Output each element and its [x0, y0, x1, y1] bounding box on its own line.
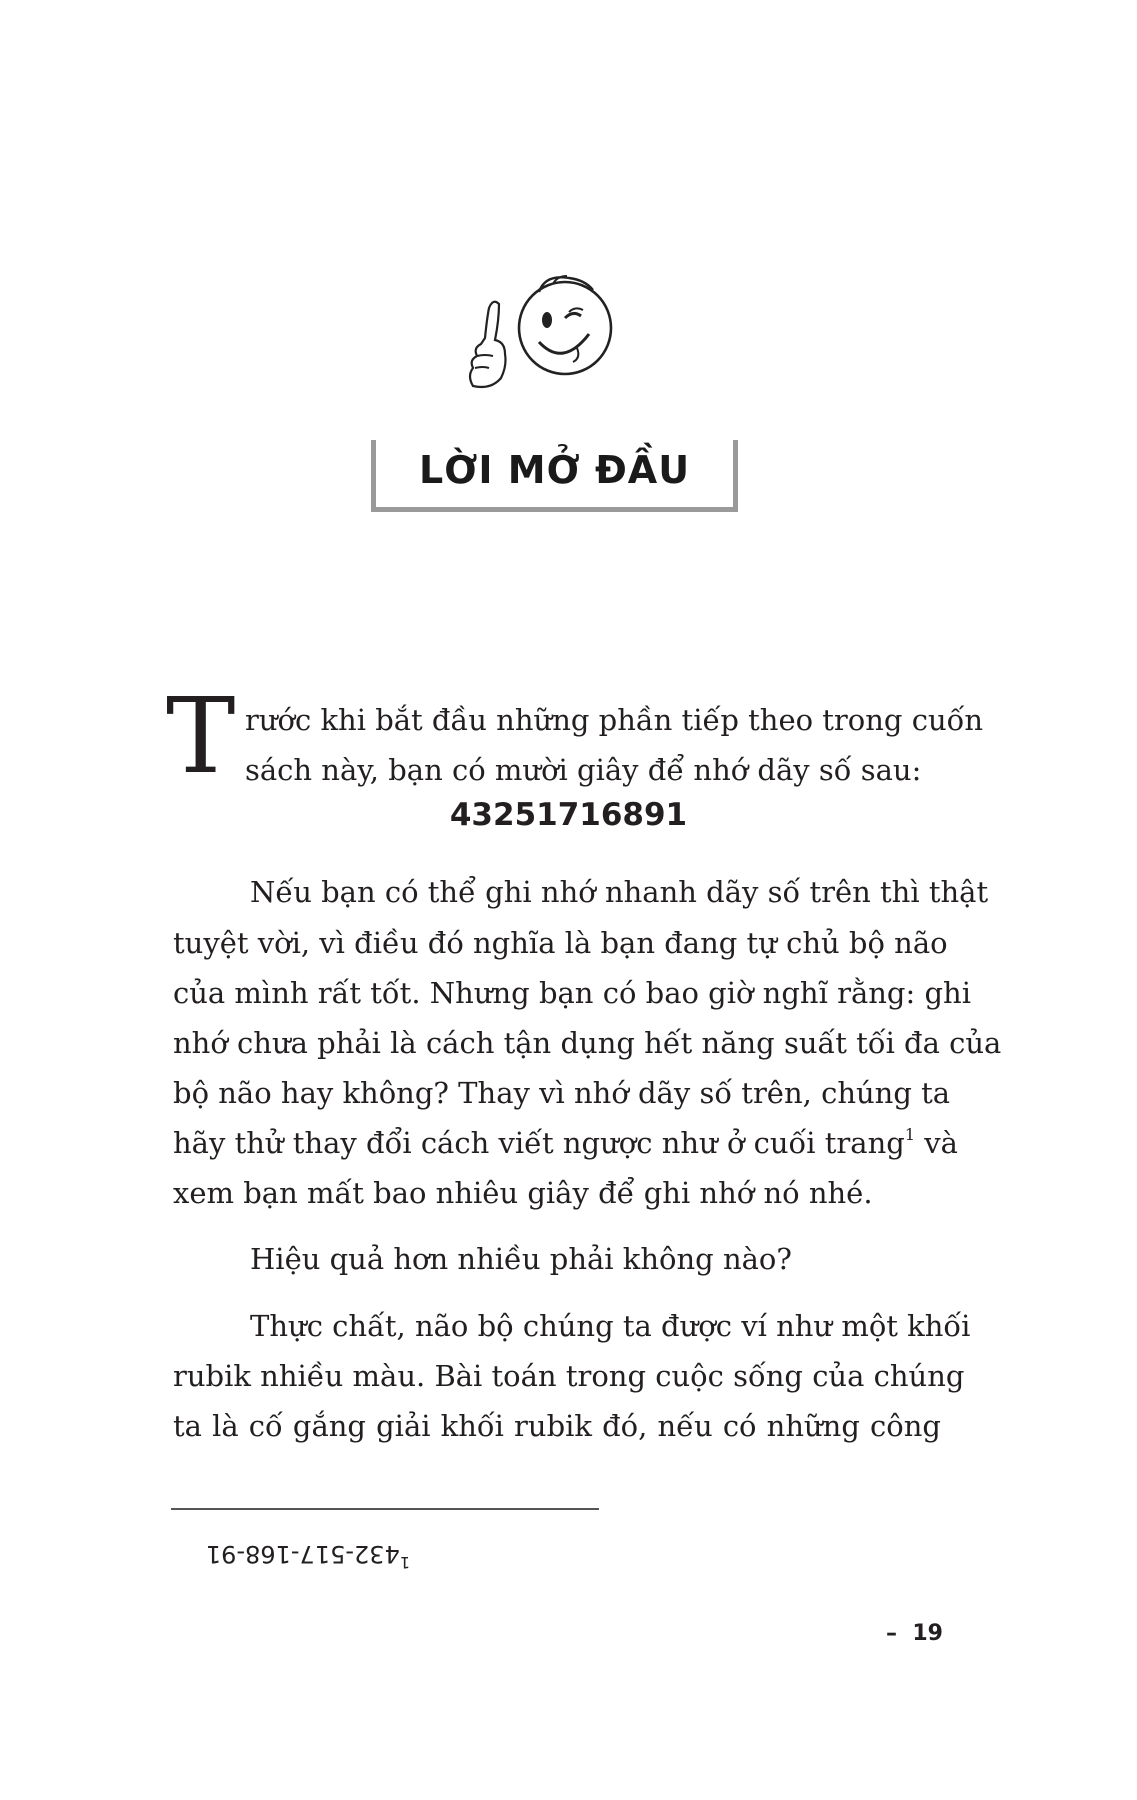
footnote-marker: 1 [399, 1553, 410, 1572]
footnote-upside-down [170, 1532, 410, 1572]
page-number-dash: – [886, 1621, 897, 1646]
chapter-heading-frame [371, 440, 738, 512]
page-number-value: 19 [912, 1621, 943, 1646]
paragraph1-line-6 [173, 1125, 958, 1161]
page-number [886, 1621, 943, 1646]
paragraph1-line-5: bộ não hay không? Thay vì nhớ dãy số trên, chúng ta [173, 1076, 951, 1110]
paragraph1-line-6-tail: và [915, 1126, 958, 1160]
paragraph1-line-3: của mình rất tốt. Nhưng bạn có bao giờ nghĩ rằng: ghi [173, 976, 971, 1010]
footnote-text: 432-517-168-91 [205, 1540, 400, 1568]
paragraph1-line-7: xem bạn mất bao nhiêu giây để ghi nhớ nó nhé. [173, 1176, 873, 1210]
paragraph1-line-2: tuyệt vời, vì điều đó nghĩa là bạn đang tự chủ bộ não [173, 926, 948, 960]
number-sequence: 43251716891 [449, 797, 688, 833]
paragraph1-line-1: Nếu bạn có thể ghi nhớ nhanh dãy số trên thì thật [250, 875, 989, 909]
paragraph3-line-3: ta là cố gắng giải khối rubik đó, nếu có những công [173, 1409, 941, 1443]
paragraph1-line-6-text: hãy thử thay đổi cách viết ngược như ở cuối trang [173, 1126, 905, 1160]
drop-cap: T [166, 675, 236, 797]
footnote-reference: 1 [904, 1125, 916, 1145]
chapter-title: LỜI MỞ ĐẦU [418, 448, 691, 492]
intro-line-2: sách này, bạn có mười giây để nhớ dãy số sau: [245, 753, 922, 787]
footnote-divider [171, 1508, 599, 1510]
intro-line-1: rước khi bắt đầu những phần tiếp theo trong cuốn [245, 703, 984, 737]
paragraph3-line-2: rubik nhiều màu. Bài toán trong cuộc sống của chúng [173, 1359, 965, 1393]
winking-thumbs-up-face-icon [465, 268, 625, 400]
paragraph1-line-4: nhớ chưa phải là cách tận dụng hết năng suất tối đa của [173, 1026, 1002, 1060]
paragraph2: Hiệu quả hơn nhiều phải không nào? [250, 1242, 792, 1276]
paragraph3-line-1: Thực chất, não bộ chúng ta được ví như một khối [250, 1309, 971, 1343]
